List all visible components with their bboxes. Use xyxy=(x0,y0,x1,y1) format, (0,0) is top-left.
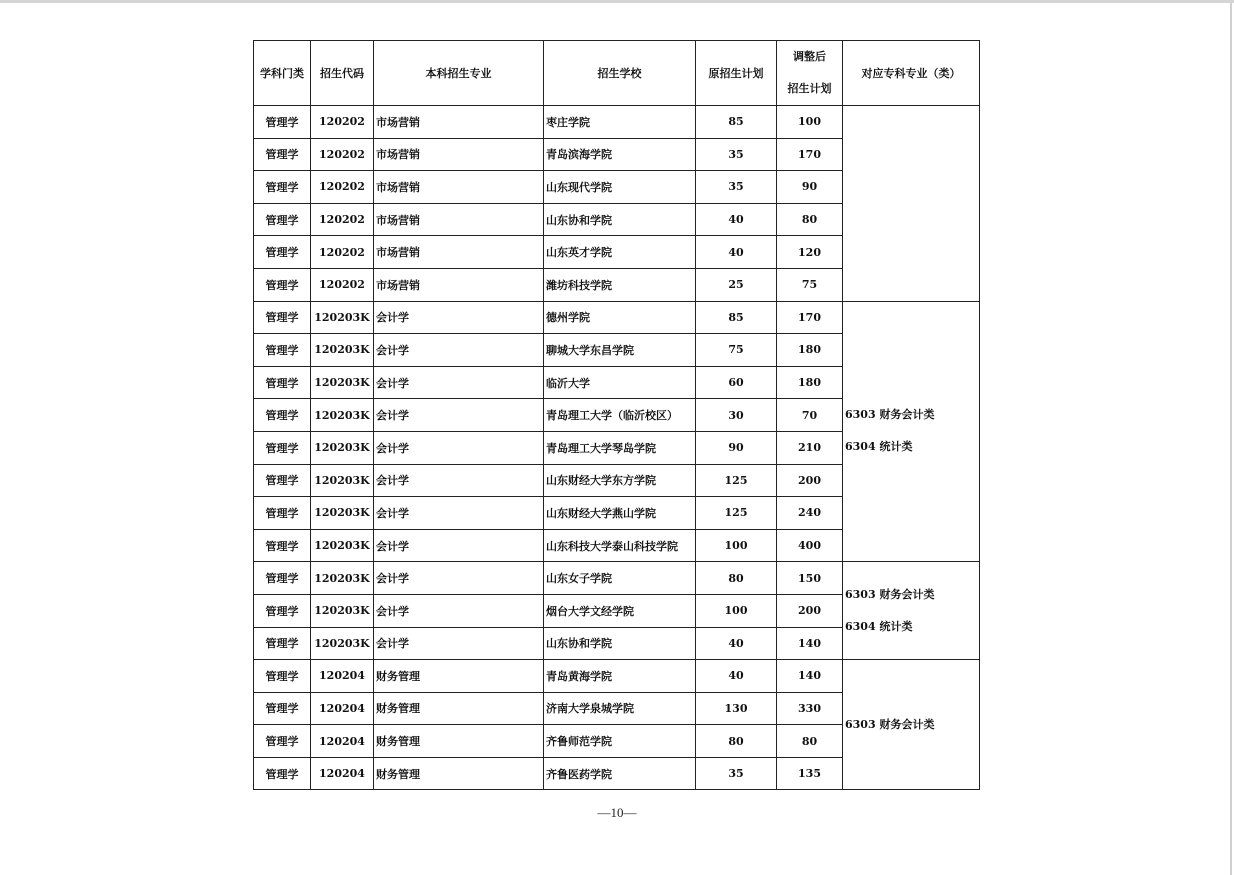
cell-category: 管理学 xyxy=(254,366,311,399)
cell-code: 120204 xyxy=(311,757,374,790)
cell-category: 管理学 xyxy=(254,562,311,595)
header-major: 本科招生专业 xyxy=(374,41,544,106)
cell-major: 市场营销 xyxy=(374,236,544,269)
cell-adjusted-plan: 75 xyxy=(777,268,843,301)
related-major-line: 6303 财务会计类 xyxy=(845,717,935,731)
cell-adjusted-plan: 90 xyxy=(777,171,843,204)
table-row xyxy=(254,562,980,595)
cell-major: 市场营销 xyxy=(374,268,544,301)
cell-adjusted-plan: 100 xyxy=(777,106,843,139)
cell-school: 烟台大学文经学院 xyxy=(544,594,696,627)
cell-original-plan: 40 xyxy=(696,627,777,660)
page-number: —10— xyxy=(597,805,637,820)
cell-major: 会计学 xyxy=(374,431,544,464)
cell-category: 管理学 xyxy=(254,106,311,139)
related-major-line: 6304 统计类 xyxy=(845,619,913,633)
cell-major: 会计学 xyxy=(374,529,544,562)
cell-school: 临沂大学 xyxy=(544,366,696,399)
cell-major: 市场营销 xyxy=(374,106,544,139)
cell-major: 会计学 xyxy=(374,627,544,660)
cell-school: 青岛理工大学（临沂校区） xyxy=(544,399,696,432)
cell-original-plan: 90 xyxy=(696,431,777,464)
cell-adjusted-plan: 200 xyxy=(777,464,843,497)
header-school: 招生学校 xyxy=(544,41,696,106)
cell-school: 山东协和学院 xyxy=(544,627,696,660)
cell-original-plan: 125 xyxy=(696,497,777,530)
cell-adjusted-plan: 140 xyxy=(777,660,843,693)
cell-original-plan: 80 xyxy=(696,725,777,758)
table-row xyxy=(254,301,980,334)
cell-original-plan: 30 xyxy=(696,399,777,432)
cell-category: 管理学 xyxy=(254,138,311,171)
cell-school: 山东女子学院 xyxy=(544,562,696,595)
cell-category: 管理学 xyxy=(254,203,311,236)
cell-code: 120203K xyxy=(311,464,374,497)
cell-original-plan: 80 xyxy=(696,562,777,595)
cell-original-plan: 130 xyxy=(696,692,777,725)
cell-adjusted-plan: 80 xyxy=(777,725,843,758)
cell-major: 会计学 xyxy=(374,464,544,497)
related-major-line: 6303 财务会计类 xyxy=(845,587,935,601)
cell-code: 120203K xyxy=(311,431,374,464)
cell-school: 青岛黄海学院 xyxy=(544,660,696,693)
cell-original-plan: 35 xyxy=(696,171,777,204)
cell-school: 潍坊科技学院 xyxy=(544,268,696,301)
cell-original-plan: 60 xyxy=(696,366,777,399)
cell-major: 财务管理 xyxy=(374,725,544,758)
cell-category: 管理学 xyxy=(254,627,311,660)
cell-major: 市场营销 xyxy=(374,138,544,171)
cell-code: 120203K xyxy=(311,366,374,399)
cell-major: 市场营销 xyxy=(374,203,544,236)
cell-code: 120203K xyxy=(311,334,374,367)
cell-category: 管理学 xyxy=(254,529,311,562)
enrollment-plan-table xyxy=(253,40,980,790)
header-original-plan: 原招生计划 xyxy=(696,41,777,106)
cell-code: 120204 xyxy=(311,660,374,693)
cell-school: 山东财经大学东方学院 xyxy=(544,464,696,497)
cell-adjusted-plan: 120 xyxy=(777,236,843,269)
cell-code: 120202 xyxy=(311,171,374,204)
page-top-shade xyxy=(0,0,1234,3)
cell-related-majors xyxy=(843,660,980,790)
cell-code: 120203K xyxy=(311,594,374,627)
cell-adjusted-plan: 180 xyxy=(777,366,843,399)
cell-related-majors xyxy=(843,301,980,562)
cell-school: 山东科技大学泰山科技学院 xyxy=(544,529,696,562)
cell-original-plan: 35 xyxy=(696,757,777,790)
cell-school: 齐鲁师范学院 xyxy=(544,725,696,758)
cell-original-plan: 40 xyxy=(696,203,777,236)
cell-original-plan: 25 xyxy=(696,268,777,301)
cell-major: 会计学 xyxy=(374,334,544,367)
table-header-row xyxy=(254,41,980,106)
cell-category: 管理学 xyxy=(254,236,311,269)
cell-adjusted-plan: 80 xyxy=(777,203,843,236)
cell-major: 财务管理 xyxy=(374,692,544,725)
cell-code: 120203K xyxy=(311,562,374,595)
cell-major: 财务管理 xyxy=(374,660,544,693)
cell-original-plan: 40 xyxy=(696,660,777,693)
cell-major: 会计学 xyxy=(374,562,544,595)
cell-category: 管理学 xyxy=(254,431,311,464)
cell-adjusted-plan: 240 xyxy=(777,497,843,530)
table-row xyxy=(254,106,980,139)
cell-related-majors xyxy=(843,106,980,302)
cell-category: 管理学 xyxy=(254,301,311,334)
related-major-line: 6304 统计类 xyxy=(845,440,913,454)
cell-code: 120202 xyxy=(311,268,374,301)
cell-major: 会计学 xyxy=(374,301,544,334)
cell-adjusted-plan: 210 xyxy=(777,431,843,464)
cell-code: 120204 xyxy=(311,692,374,725)
cell-adjusted-plan: 140 xyxy=(777,627,843,660)
cell-school: 山东财经大学燕山学院 xyxy=(544,497,696,530)
cell-code: 120203K xyxy=(311,497,374,530)
header-related-majors: 对应专科专业（类） xyxy=(843,41,980,106)
cell-school: 德州学院 xyxy=(544,301,696,334)
cell-major: 会计学 xyxy=(374,366,544,399)
cell-category: 管理学 xyxy=(254,171,311,204)
cell-original-plan: 85 xyxy=(696,106,777,139)
cell-category: 管理学 xyxy=(254,757,311,790)
cell-original-plan: 125 xyxy=(696,464,777,497)
header-adjusted-line1: 调整后 xyxy=(793,50,826,63)
cell-school: 青岛滨海学院 xyxy=(544,138,696,171)
cell-school: 齐鲁医药学院 xyxy=(544,757,696,790)
cell-code: 120202 xyxy=(311,106,374,139)
cell-major: 会计学 xyxy=(374,497,544,530)
cell-original-plan: 100 xyxy=(696,529,777,562)
cell-adjusted-plan: 70 xyxy=(777,399,843,432)
page-right-edge xyxy=(1230,3,1232,875)
cell-category: 管理学 xyxy=(254,497,311,530)
cell-major: 会计学 xyxy=(374,399,544,432)
cell-category: 管理学 xyxy=(254,660,311,693)
cell-major: 会计学 xyxy=(374,594,544,627)
header-adjusted-line2: 招生计划 xyxy=(787,82,832,95)
table-body xyxy=(254,106,980,790)
cell-code: 120202 xyxy=(311,236,374,269)
header-category: 学科门类 xyxy=(254,41,311,106)
cell-code: 120203K xyxy=(311,301,374,334)
cell-adjusted-plan: 330 xyxy=(777,692,843,725)
cell-school: 枣庄学院 xyxy=(544,106,696,139)
cell-category: 管理学 xyxy=(254,594,311,627)
cell-code: 120204 xyxy=(311,725,374,758)
cell-code: 120203K xyxy=(311,627,374,660)
cell-code: 120202 xyxy=(311,203,374,236)
cell-adjusted-plan: 180 xyxy=(777,334,843,367)
cell-code: 120203K xyxy=(311,399,374,432)
cell-school: 山东英才学院 xyxy=(544,236,696,269)
cell-original-plan: 40 xyxy=(696,236,777,269)
cell-code: 120203K xyxy=(311,529,374,562)
cell-code: 120202 xyxy=(311,138,374,171)
cell-category: 管理学 xyxy=(254,464,311,497)
cell-original-plan: 35 xyxy=(696,138,777,171)
cell-category: 管理学 xyxy=(254,334,311,367)
cell-adjusted-plan: 400 xyxy=(777,529,843,562)
cell-original-plan: 75 xyxy=(696,334,777,367)
cell-school: 聊城大学东昌学院 xyxy=(544,334,696,367)
cell-adjusted-plan: 150 xyxy=(777,562,843,595)
cell-category: 管理学 xyxy=(254,268,311,301)
table-row xyxy=(254,660,980,693)
cell-related-majors xyxy=(843,562,980,660)
cell-school: 济南大学泉城学院 xyxy=(544,692,696,725)
cell-category: 管理学 xyxy=(254,725,311,758)
cell-school: 山东协和学院 xyxy=(544,203,696,236)
cell-school: 青岛理工大学琴岛学院 xyxy=(544,431,696,464)
cell-school: 山东现代学院 xyxy=(544,171,696,204)
cell-adjusted-plan: 170 xyxy=(777,301,843,334)
cell-major: 财务管理 xyxy=(374,757,544,790)
cell-original-plan: 85 xyxy=(696,301,777,334)
header-code: 招生代码 xyxy=(311,41,374,106)
cell-original-plan: 100 xyxy=(696,594,777,627)
cell-major: 市场营销 xyxy=(374,171,544,204)
cell-adjusted-plan: 200 xyxy=(777,594,843,627)
cell-category: 管理学 xyxy=(254,692,311,725)
cell-adjusted-plan: 170 xyxy=(777,138,843,171)
cell-category: 管理学 xyxy=(254,399,311,432)
cell-adjusted-plan: 135 xyxy=(777,757,843,790)
header-adjusted-plan xyxy=(777,41,843,106)
related-major-line: 6303 财务会计类 xyxy=(845,408,935,422)
